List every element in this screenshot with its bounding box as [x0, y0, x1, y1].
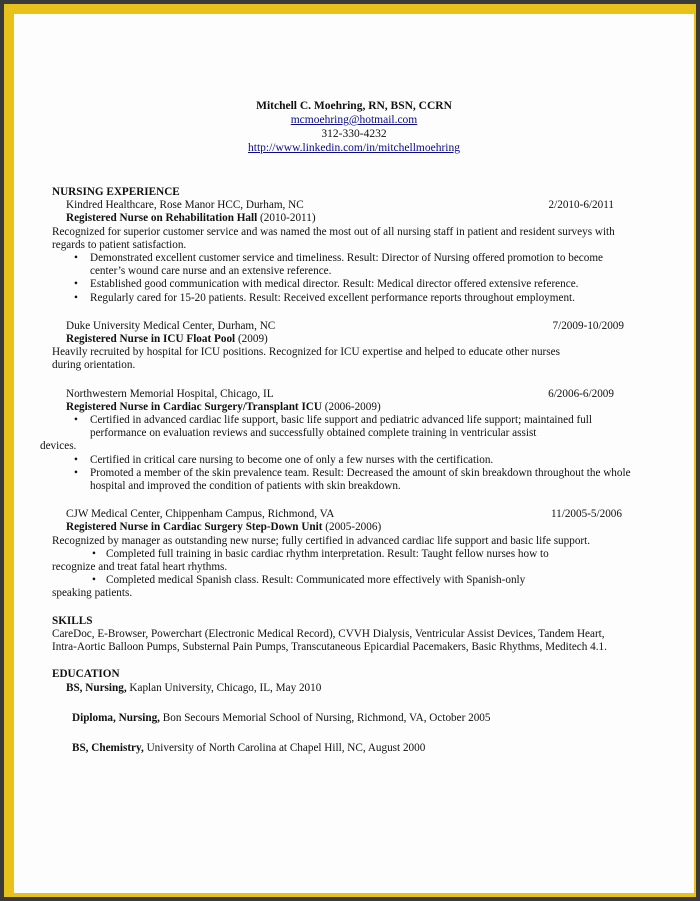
page-frame — [4, 4, 696, 897]
list-item: • Promoted a member of the skin prevalence team. Result: Decreased the amount of skin breakdown throughout the whole hospital and improved the condition of patients with skin breakdown. — [52, 467, 652, 493]
degree: BS, Chemistry, — [72, 741, 144, 754]
job-entry — [52, 199, 652, 305]
skills-text: CareDoc, E-Browser, Powerchart (Electronic Medical Record), CVVH Dialysis, Ventricular Assist Devices, Tandem Heart, Intra-Aortic Balloon Pumps, Substernal Pain Pumps, Transcutaneous Epicardial Pacemakers, Basic Rhythms, Meditech 4.1. — [52, 627, 607, 654]
job-dates: 2/2010-6/2011 — [548, 199, 614, 212]
list-item: • Regularly cared for 15-20 patients. Result: Received excellent performance reports throughout employment. — [52, 292, 652, 305]
employer: Northwestern Memorial Hospital, Chicago, IL — [66, 387, 274, 400]
job-dates: 6/2006-6/2009 — [548, 387, 614, 400]
section-title-education: EDUCATION — [52, 668, 120, 681]
job-summary: Heavily recruited by hospital for ICU positions. Recognized for ICU expertise and helped to educate other nurses during orientation. — [52, 346, 560, 372]
education-item — [52, 742, 652, 755]
candidate-name: Mitchell C. Moehring, RN, BSN, CCRN — [256, 100, 452, 112]
job-entry — [40, 387, 652, 494]
job-role: Registered Nurse on Rehabilitation Hall — [66, 212, 258, 225]
section-title-skills: SKILLS — [52, 614, 93, 627]
degree: Diploma, Nursing, — [72, 711, 160, 724]
role-dates: (2009) — [237, 333, 268, 346]
school: Bon Secours Memorial School of Nursing, Richmond, VA, October 2005 — [162, 711, 491, 724]
employer: Duke University Medical Center, Durham, NC — [66, 319, 276, 332]
role-dates: (2005-2006) — [325, 521, 382, 534]
school: University of North Carolina at Chapel Hill, NC, August 2000 — [146, 741, 426, 754]
employer: CJW Medical Center, Chippenham Campus, Richmond, VA — [66, 508, 335, 521]
education-item — [52, 712, 652, 725]
job-summary: Recognized by manager as outstanding new nurse; fully certified in advanced cardiac life support and basic life support. — [52, 534, 591, 547]
list-item: • Certified in advanced cardiac life support, basic life support and pediatric advanced life support; maintained full performance on evaluation reviews and successfully obtained complete training in ventricular assist — [52, 414, 652, 440]
list-item: • Established good communication with medical director. Result: Medical director offered extensive reference. — [52, 278, 652, 291]
list-item: • Completed medical Spanish class. Result: Communicated more effectively with Spanish-only — [52, 574, 652, 587]
resume-page — [14, 14, 694, 893]
email-link[interactable]: mcmoehring@hotmail.com — [290, 114, 418, 126]
job-entry — [52, 320, 652, 373]
job-summary: Recognized for superior customer service and was named the most out of all nursing staff in patient and resident surveys with regards to patient satisfaction. — [52, 225, 615, 251]
list-item: • Completed full training in basic cardiac rhythm interpretation. Result: Taught fellow nurses how to — [52, 548, 652, 561]
list-item-continuation: speaking patients. — [52, 587, 133, 600]
job-role: Registered Nurse in Cardiac Surgery/Transplant ICU — [66, 400, 322, 413]
section-title-nursing: NURSING EXPERIENCE — [52, 186, 180, 198]
role-dates: (2006-2009) — [324, 400, 381, 413]
job-role: Registered Nurse in Cardiac Surgery Step-Down Unit — [66, 521, 323, 534]
education-item — [52, 682, 652, 695]
job-role: Registered Nurse in ICU Float Pool — [66, 333, 236, 346]
phone-number: 312-330-4232 — [321, 128, 387, 140]
linkedin-link[interactable]: http://www.linkedin.com/in/mitchellmoehring — [248, 142, 460, 154]
employer: Kindred Healthcare, Rose Manor HCC, Durham, NC — [66, 199, 304, 212]
list-item: • Certified in critical care nursing to become one of only a few nurses with the certification. — [52, 454, 652, 467]
job-dates: 7/2009-10/2009 — [552, 319, 624, 332]
job-dates: 11/2005-5/2006 — [550, 508, 622, 521]
list-item: • Demonstrated excellent customer service and timeliness. Result: Director of Nursing offered promotion to become center’s wound care nurse and an extensive reference. — [52, 252, 652, 278]
degree: BS, Nursing, — [66, 681, 127, 694]
resume-header — [14, 99, 694, 155]
role-dates: (2010-2011) — [260, 212, 316, 225]
school: Kaplan University, Chicago, IL, May 2010 — [129, 681, 322, 694]
list-item-continuation: devices. — [40, 440, 77, 453]
list-item-continuation: recognize and treat fatal heart rhythms. — [52, 561, 228, 574]
resume-body — [40, 186, 652, 755]
job-entry — [52, 508, 652, 600]
